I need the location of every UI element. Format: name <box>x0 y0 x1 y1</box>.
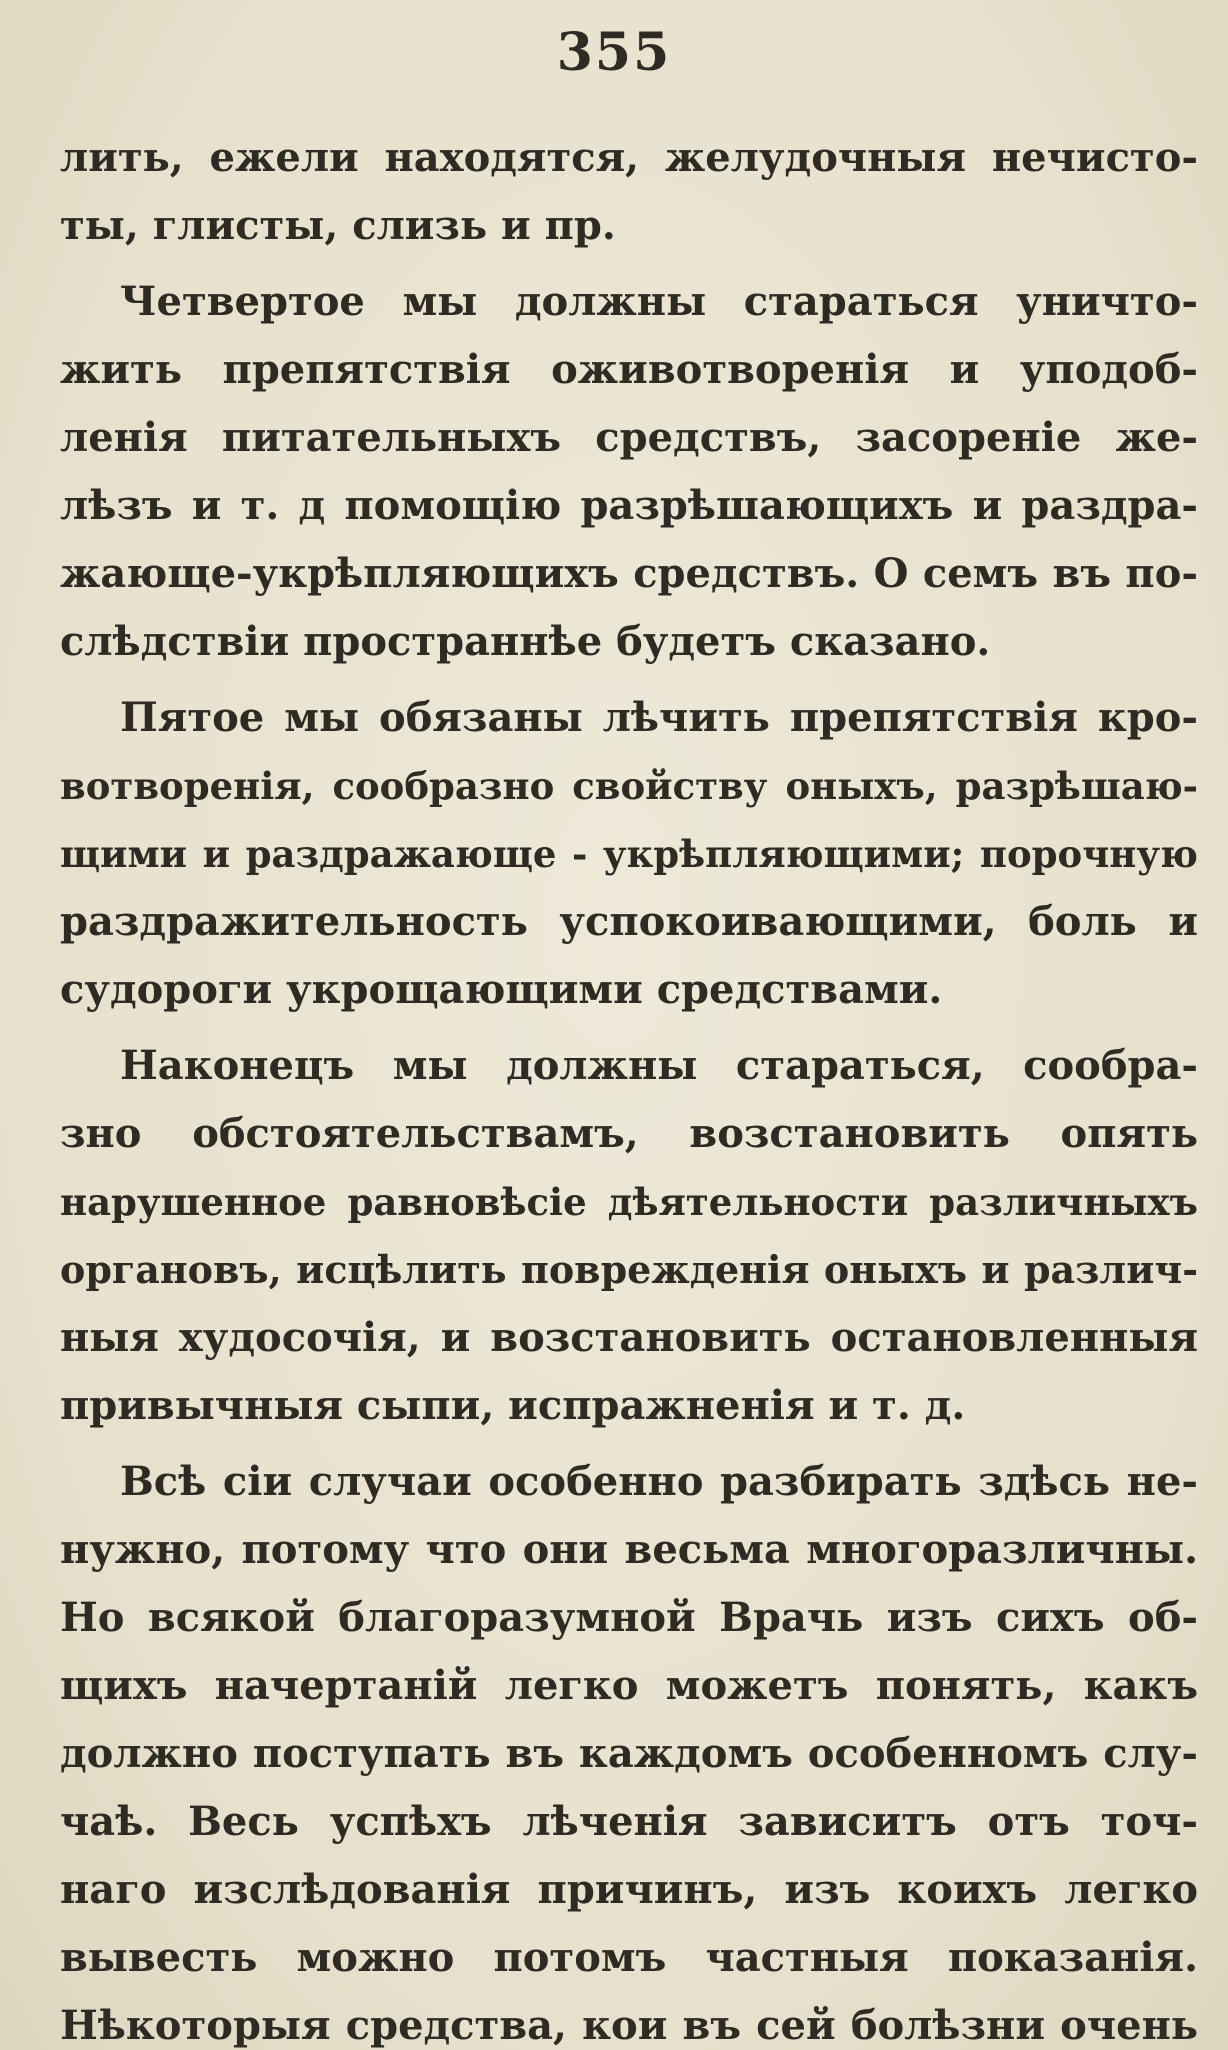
text-line: Но всякой благоразумной Врачь изъ сихъ об- <box>60 1594 1198 1641</box>
text-line: жить препятствія оживотворенія и уподоб- <box>60 346 1198 393</box>
text-line: вотворенія, сообразно свойству оныхъ, разрѣшаю- <box>60 764 1198 808</box>
paragraph <box>60 1032 1198 1440</box>
text-line: щихъ начертаній легко можетъ понять, какъ <box>60 1662 1198 1709</box>
text-line: органовъ, исцѣлить поврежденія оныхъ и различ- <box>60 1247 1198 1292</box>
paragraph <box>60 1448 1198 2050</box>
paragraph <box>60 124 1198 260</box>
text-line: лить, ежели находятся, желудочныя нечисто- <box>60 134 1198 181</box>
text-line: Всѣ сіи случаи особенно разбирать здѣсь не- <box>120 1458 1198 1505</box>
text-line: должно поступать въ каждомъ особенномъ слу- <box>60 1730 1198 1777</box>
text-line: нарушенное равновѣсіе дѣятельности различныхъ <box>60 1180 1198 1224</box>
body-text <box>60 124 1198 2050</box>
text-line: жающе-укрѣпляющихъ средствъ. О семъ въ по- <box>60 550 1198 597</box>
text-line: Пятое мы обязаны лѣчить препятствія кро- <box>120 694 1198 741</box>
text-line: нужно, потому что они весьма многоразличны. <box>60 1526 1198 1573</box>
text-line: вывесть можно потомъ частныя показанія. <box>60 1934 1198 1981</box>
text-line: щими и раздражающе - укрѣпляющими; порочную <box>60 832 1198 876</box>
text-line: привычныя сыпи, испражненія и т. д. <box>60 1382 966 1429</box>
text-line: ты, глисты, слизь и пр. <box>60 202 616 249</box>
text-line: лѣзъ и т. д помощію разрѣшающихъ и раздра- <box>60 482 1198 529</box>
text-line: чаѣ. Весь успѣхъ лѣченія зависитъ отъ точ- <box>60 1798 1198 1845</box>
text-line: Наконецъ мы должны стараться, сообра- <box>120 1042 1198 1089</box>
text-line: раздражительность успокоивающими, боль и <box>60 898 1198 945</box>
paragraph <box>60 268 1198 676</box>
text-line: слѣдствіи пространнѣе будетъ сказано. <box>60 618 991 665</box>
page-number: 355 <box>556 22 672 83</box>
text-line: Четвертое мы должны стараться уничто- <box>120 278 1198 325</box>
text-line: судороги укрощающими средствами. <box>60 966 943 1013</box>
text-line: наго изслѣдованія причинъ, изъ коихъ легко <box>60 1866 1198 1913</box>
text-line: Нѣкоторыя средства, кои въ сей болѣзни очень <box>60 2002 1198 2049</box>
text-line: зно обстоятельствамъ, возстановить опять <box>60 1110 1198 1157</box>
text-line: ныя худосочія, и возстановить остановленныя <box>60 1314 1198 1361</box>
text-line: ленія питательныхъ средствъ, засореніе же- <box>60 414 1198 461</box>
paragraph <box>60 684 1198 1024</box>
